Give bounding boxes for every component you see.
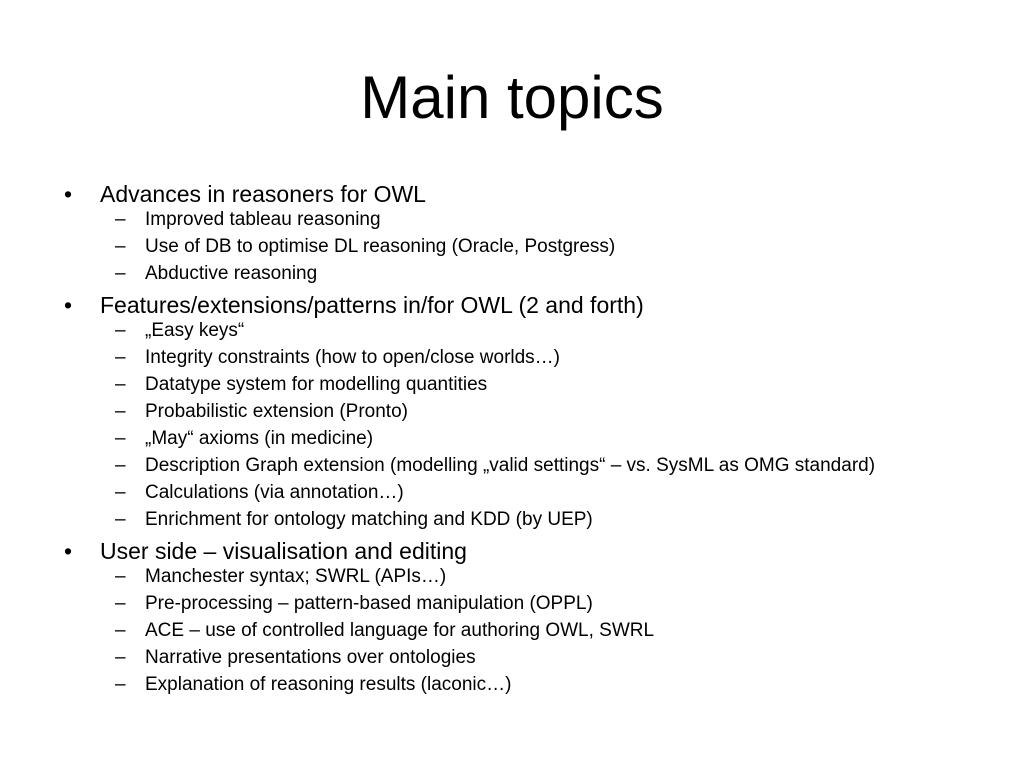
dash-icon: – [115, 401, 126, 422]
section-heading: Features/extensions/patterns in/for OWL (2 and forth) [100, 292, 644, 318]
list-item [58, 455, 958, 476]
dash-icon: – [115, 674, 126, 695]
list-item [58, 347, 958, 368]
section-features [58, 290, 958, 530]
section-reasoners [58, 179, 958, 284]
list-item-text: Explanation of reasoning results (laconic…) [145, 674, 512, 695]
list-item-text: Pre-processing – pattern-based manipulation (OPPL) [145, 593, 593, 614]
bullet-icon: • [63, 292, 73, 318]
bullet-icon: • [63, 181, 73, 207]
list-item [58, 674, 958, 695]
dash-icon: – [115, 620, 126, 641]
list-item [58, 593, 958, 614]
list-item [58, 509, 958, 530]
dash-icon: – [115, 566, 126, 587]
dash-icon: – [115, 236, 126, 257]
list-item [58, 374, 958, 395]
dash-icon: – [115, 320, 126, 341]
section-heading: Advances in reasoners for OWL [100, 181, 426, 207]
bullet-icon: • [63, 538, 73, 564]
list-item [58, 620, 958, 641]
list-item-text: Enrichment for ontology matching and KDD (by UEP) [145, 509, 593, 530]
sub-list [58, 209, 958, 284]
list-item-text: Narrative presentations over ontologies [145, 647, 476, 668]
dash-icon: – [115, 509, 126, 530]
section-heading: User side – visualisation and editing [100, 538, 467, 564]
list-item [58, 566, 958, 587]
list-item-text: Probabilistic extension (Pronto) [145, 401, 408, 422]
dash-icon: – [115, 374, 126, 395]
dash-icon: – [115, 263, 126, 284]
list-item-text: Datatype system for modelling quantities [145, 374, 488, 395]
list-item [58, 209, 958, 230]
bullet-list [58, 179, 958, 701]
list-item-text: Manchester syntax; SWRL (APIs…) [145, 566, 447, 587]
slide-title: Main topics [360, 64, 664, 131]
list-item-text: Integrity constraints (how to open/close worlds…) [145, 347, 561, 368]
list-item [58, 401, 958, 422]
dash-icon: – [115, 428, 126, 449]
dash-icon: – [115, 209, 126, 230]
list-item [58, 236, 958, 257]
sub-list [58, 320, 958, 530]
list-item [58, 263, 958, 284]
dash-icon: – [115, 482, 126, 503]
list-item-text: Improved tableau reasoning [145, 209, 381, 230]
list-item [58, 647, 958, 668]
section-user-side [58, 536, 958, 695]
list-item-text: Calculations (via annotation…) [145, 482, 404, 503]
list-item-text: Use of DB to optimise DL reasoning (Oracle, Postgress) [145, 236, 616, 257]
dash-icon: – [115, 647, 126, 668]
list-item-text: ACE – use of controlled language for authoring OWL, SWRL [145, 620, 655, 641]
list-item-text: Description Graph extension (modelling „valid settings“ – vs. SysML as OMG standard) [145, 455, 876, 476]
list-item [58, 482, 958, 503]
list-item [58, 320, 958, 341]
list-item-text: „May“ axioms (in medicine) [145, 428, 374, 449]
list-item-text: Abductive reasoning [145, 263, 318, 284]
dash-icon: – [115, 455, 126, 476]
list-item [58, 428, 958, 449]
dash-icon: – [115, 347, 126, 368]
list-item-text: „Easy keys“ [145, 320, 245, 341]
sub-list [58, 566, 958, 695]
dash-icon: – [115, 593, 126, 614]
